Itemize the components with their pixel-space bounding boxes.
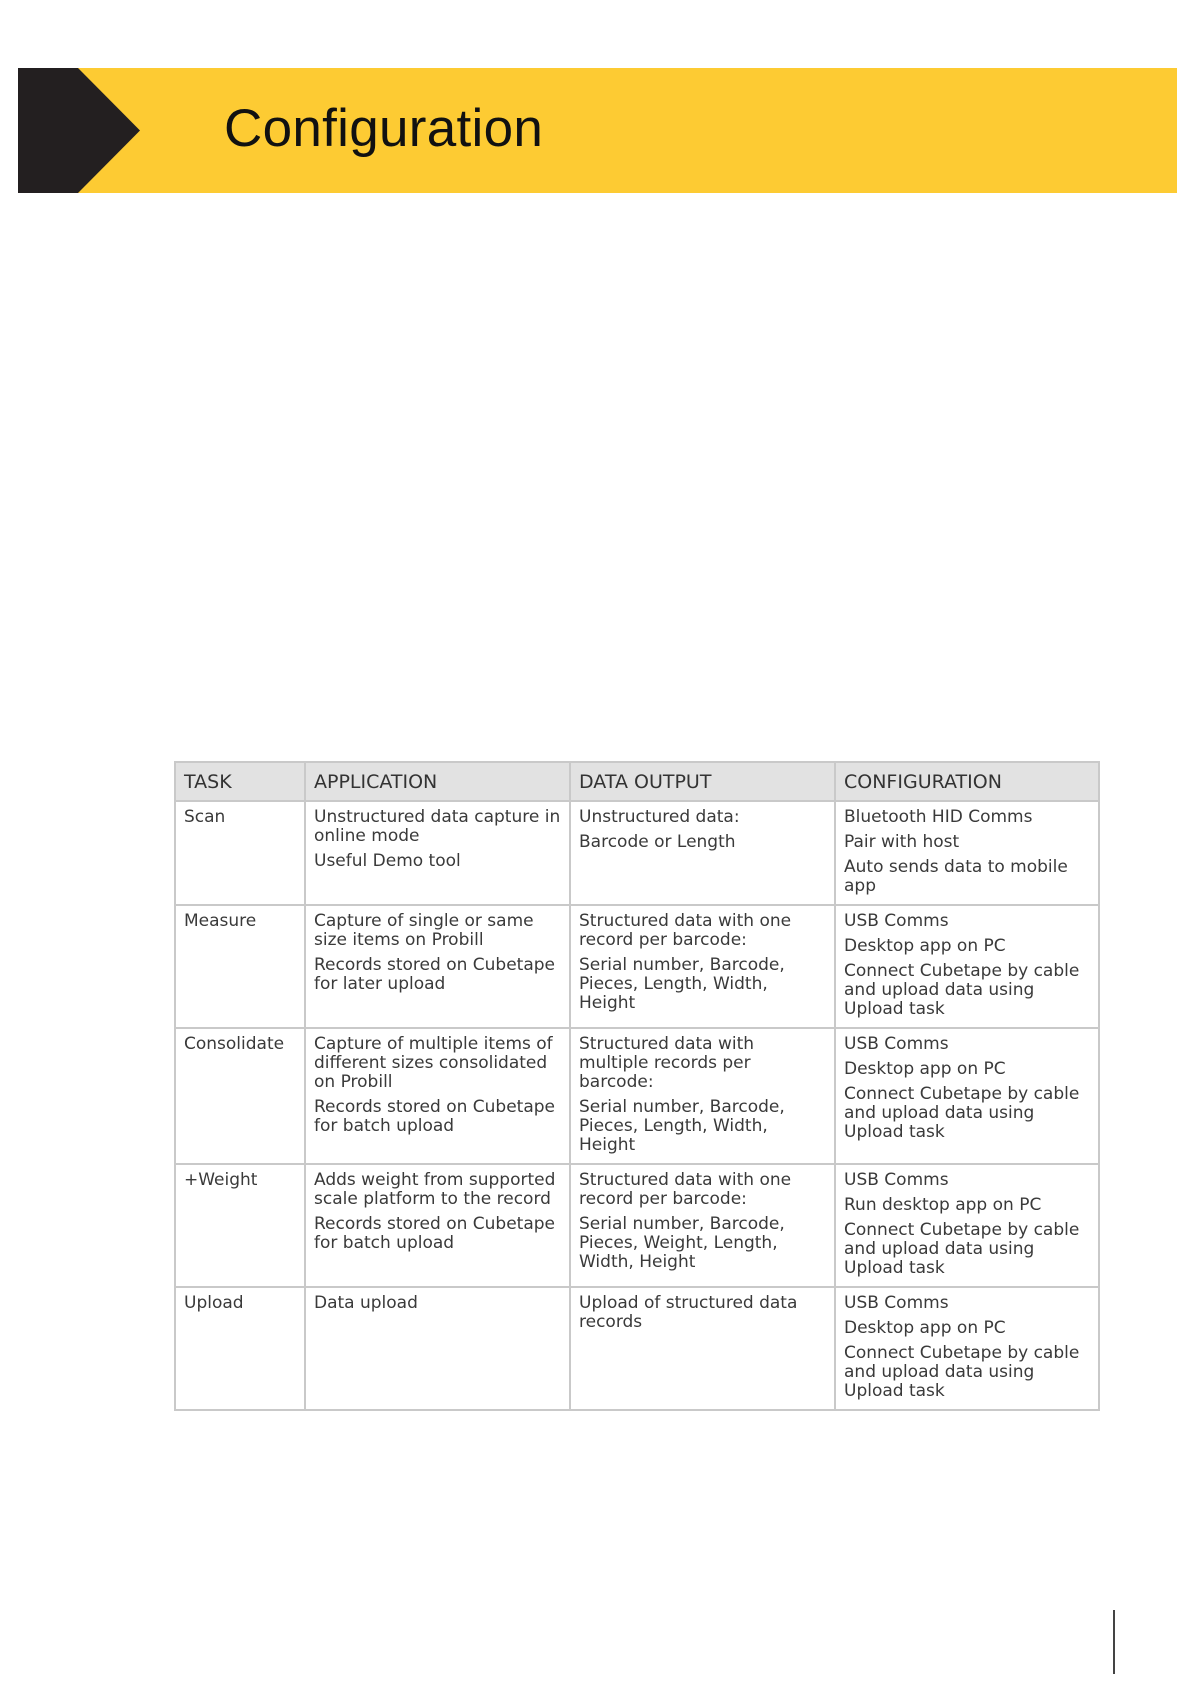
configuration-line: USB Comms bbox=[844, 1170, 949, 1190]
arrow-chevron-icon bbox=[18, 68, 140, 193]
application-cell bbox=[305, 801, 570, 905]
configuration-line: USB Comms bbox=[844, 911, 949, 931]
data-output-line: Unstructured data: bbox=[579, 807, 740, 827]
configuration-line: Bluetooth HID Comms bbox=[844, 807, 1033, 827]
data-output-line: Structured data with one record per barcode: bbox=[579, 911, 792, 950]
application-line: Unstructured data capture in online mode bbox=[314, 807, 561, 846]
configuration-line: Connect Cubetape by cable and upload data using Upload task bbox=[844, 1084, 1080, 1142]
configuration-cell bbox=[835, 1287, 1099, 1410]
data-output-cell bbox=[570, 1164, 835, 1287]
application-line: Capture of single or same size items on Probill bbox=[314, 911, 534, 950]
page-margin-rule bbox=[1113, 1610, 1115, 1674]
application-cell bbox=[305, 1164, 570, 1287]
data-output-line: Structured data with multiple records per barcode: bbox=[579, 1034, 755, 1092]
configuration-line: USB Comms bbox=[844, 1034, 949, 1054]
task-configuration-table bbox=[174, 761, 1100, 1411]
table-row bbox=[175, 1164, 1099, 1287]
configuration-cell bbox=[835, 801, 1099, 905]
configuration-line: Connect Cubetape by cable and upload data using Upload task bbox=[844, 1343, 1080, 1401]
data-output-line: Serial number, Barcode, Pieces, Length, Width, Height bbox=[579, 955, 785, 1013]
configuration-line: Connect Cubetape by cable and upload data using Upload task bbox=[844, 961, 1080, 1019]
title-banner bbox=[18, 68, 1177, 193]
data-output-cell bbox=[570, 1028, 835, 1164]
application-line: Records stored on Cubetape for batch upload bbox=[314, 1214, 555, 1253]
table-row bbox=[175, 801, 1099, 905]
task-cell: Scan bbox=[175, 801, 305, 905]
page-title: Configuration bbox=[224, 99, 544, 158]
header-data-output: DATA OUTPUT bbox=[570, 762, 835, 801]
header-application: APPLICATION bbox=[305, 762, 570, 801]
configuration-line: Connect Cubetape by cable and upload data using Upload task bbox=[844, 1220, 1080, 1278]
data-output-cell bbox=[570, 801, 835, 905]
application-line: Records stored on Cubetape for later upload bbox=[314, 955, 555, 994]
configuration-cell bbox=[835, 905, 1099, 1028]
header-configuration: CONFIGURATION bbox=[835, 762, 1099, 801]
configuration-cell bbox=[835, 1028, 1099, 1164]
configuration-line: Desktop app on PC bbox=[844, 936, 1006, 956]
application-cell bbox=[305, 1028, 570, 1164]
configuration-line: Desktop app on PC bbox=[844, 1318, 1006, 1338]
application-line: Adds weight from supported scale platform to the record bbox=[314, 1170, 556, 1209]
data-output-cell bbox=[570, 905, 835, 1028]
configuration-line: Auto sends data to mobile app bbox=[844, 857, 1068, 896]
table-row bbox=[175, 1287, 1099, 1410]
configuration-line: Run desktop app on PC bbox=[844, 1195, 1042, 1215]
task-cell: Consolidate bbox=[175, 1028, 305, 1164]
application-line: Capture of multiple items of different sizes consolidated on Probill bbox=[314, 1034, 553, 1092]
data-output-line: Serial number, Barcode, Pieces, Weight, Length, Width, Height bbox=[579, 1214, 785, 1272]
header-task: TASK bbox=[175, 762, 305, 801]
application-line: Useful Demo tool bbox=[314, 851, 461, 871]
configuration-line: USB Comms bbox=[844, 1293, 949, 1313]
application-line: Records stored on Cubetape for batch upload bbox=[314, 1097, 555, 1136]
configuration-cell bbox=[835, 1164, 1099, 1287]
data-output-line: Serial number, Barcode, Pieces, Length, Width, Height bbox=[579, 1097, 785, 1155]
data-output-cell bbox=[570, 1287, 835, 1410]
table-row bbox=[175, 1028, 1099, 1164]
application-cell bbox=[305, 905, 570, 1028]
data-output-line: Barcode or Length bbox=[579, 832, 736, 852]
table-row bbox=[175, 905, 1099, 1028]
task-cell: Upload bbox=[175, 1287, 305, 1410]
task-cell: Measure bbox=[175, 905, 305, 1028]
data-output-line: Structured data with one record per barcode: bbox=[579, 1170, 792, 1209]
task-cell: +Weight bbox=[175, 1164, 305, 1287]
data-output-line: Upload of structured data records bbox=[579, 1293, 798, 1332]
table-header-row bbox=[175, 762, 1099, 801]
configuration-line: Desktop app on PC bbox=[844, 1059, 1006, 1079]
application-line: Data upload bbox=[314, 1293, 418, 1313]
configuration-line: Pair with host bbox=[844, 832, 960, 852]
application-cell bbox=[305, 1287, 570, 1410]
